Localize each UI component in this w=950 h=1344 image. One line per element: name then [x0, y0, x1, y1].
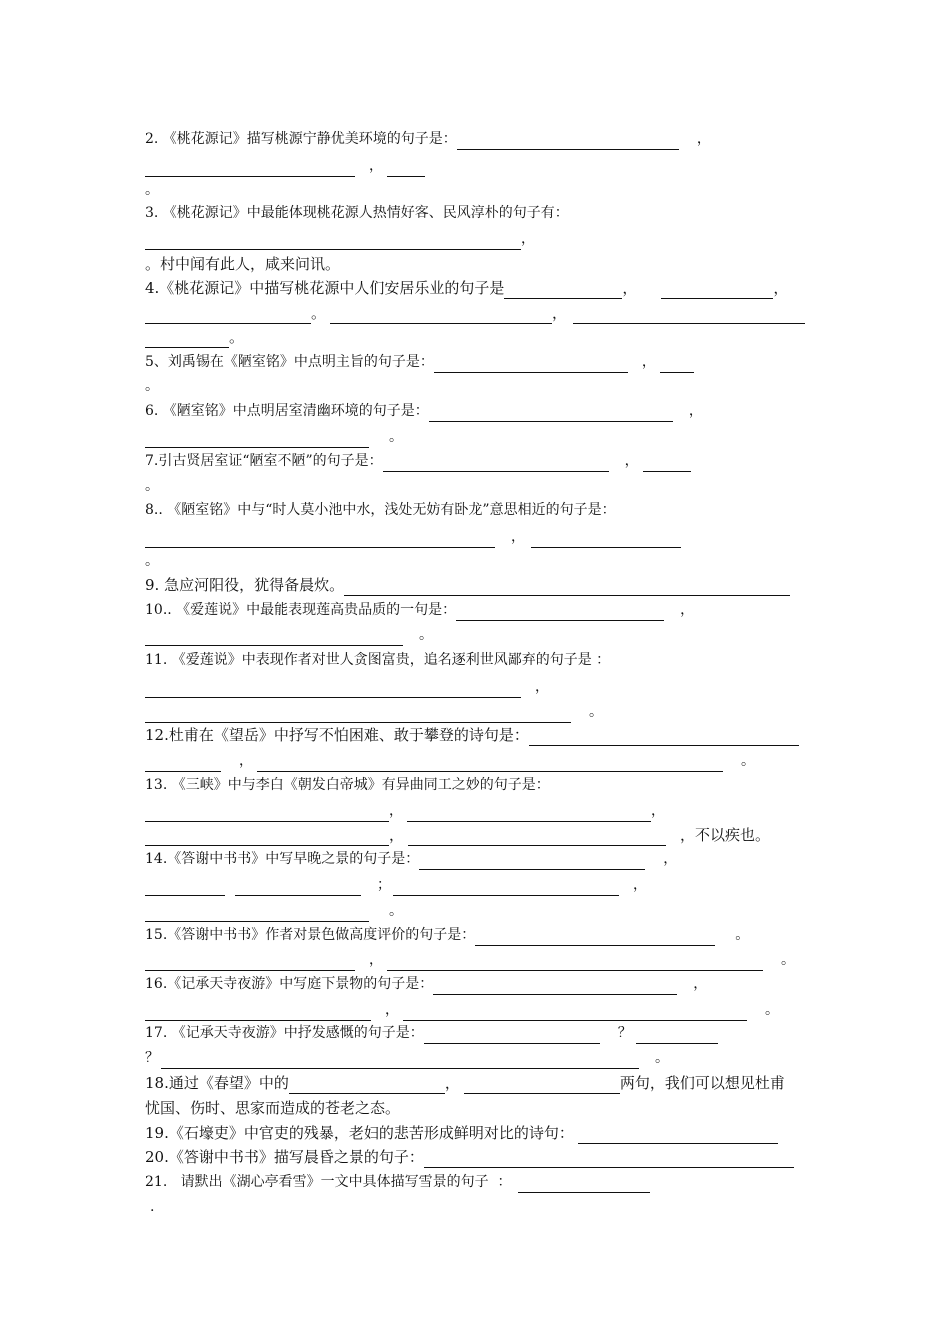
- question-19: [145, 1122, 778, 1144]
- punctuation: ，: [663, 851, 678, 867]
- answer-blank[interactable]: [330, 308, 552, 324]
- answer-blank[interactable]: [424, 1152, 794, 1168]
- punctuation: ，: [622, 279, 638, 297]
- question-12: [145, 724, 799, 746]
- question-21-end: [150, 1196, 154, 1218]
- answer-blank[interactable]: [235, 880, 361, 896]
- punctuation: ，: [444, 1074, 460, 1092]
- punctuation: 。: [229, 328, 245, 346]
- answer-blank[interactable]: [387, 955, 763, 971]
- punctuation: ，: [511, 529, 525, 545]
- question-2-end: [145, 179, 159, 201]
- answer-blank[interactable]: [145, 955, 355, 971]
- answer-blank[interactable]: [145, 532, 495, 548]
- question-5-text: 5、刘禹锡在《陋室铭》中点明主旨的句子是：: [145, 354, 434, 370]
- answer-blank[interactable]: [145, 906, 369, 922]
- question-14-line3: [145, 900, 403, 922]
- question-21-text: 21. 请默出《湖心亭看雪》一文中具体描写雪景的句子 ：: [145, 1174, 512, 1190]
- answer-blank[interactable]: [145, 630, 403, 646]
- punctuation: .: [150, 1199, 155, 1215]
- question-21: [145, 1171, 650, 1193]
- question-9: [145, 574, 790, 596]
- answer-blank[interactable]: [403, 1005, 747, 1021]
- question-18-text: 18.通过《春望》中的: [145, 1074, 289, 1092]
- answer-blank[interactable]: [161, 1053, 639, 1069]
- punctuation: 。: [741, 753, 755, 769]
- answer-blank[interactable]: [145, 682, 521, 698]
- question-8: [145, 499, 616, 521]
- question-3-tail: 。村中闻有此人，咸来问讯。: [145, 255, 341, 273]
- punctuation: ，: [688, 403, 703, 419]
- answer-blank[interactable]: [407, 806, 651, 822]
- question-16-line2: [145, 999, 779, 1021]
- answer-blank[interactable]: [475, 930, 715, 946]
- question-7-text: 7.引古贤居室证“陋室不陋”的句子是：: [145, 453, 383, 469]
- question-6-text: 6. 《陋室铭》中点明居室清幽环境的句子是：: [145, 403, 429, 419]
- punctuation: ，: [680, 602, 695, 618]
- punctuation: 。: [781, 952, 795, 968]
- answer-blank[interactable]: [257, 756, 723, 772]
- answer-blank[interactable]: [424, 1028, 600, 1044]
- question-11-line3: [145, 701, 603, 723]
- answer-blank[interactable]: [643, 456, 691, 472]
- punctuation: 。: [589, 704, 603, 720]
- answer-blank[interactable]: [408, 830, 666, 846]
- answer-blank[interactable]: [518, 1177, 650, 1193]
- question-14-text: 14.《答谢中书书》中写早晚之景的句子是：: [145, 851, 420, 867]
- answer-blank[interactable]: [145, 880, 225, 896]
- answer-blank[interactable]: [660, 357, 694, 373]
- answer-blank[interactable]: [383, 456, 609, 472]
- answer-blank[interactable]: [145, 1005, 371, 1021]
- answer-blank[interactable]: [145, 308, 311, 324]
- question-4: [145, 277, 788, 299]
- answer-blank[interactable]: [529, 730, 799, 746]
- punctuation: ？: [145, 1050, 159, 1066]
- answer-blank[interactable]: [433, 979, 677, 995]
- question-14-line2: [145, 874, 647, 896]
- punctuation: ？: [617, 1025, 632, 1041]
- punctuation: ，: [641, 354, 656, 370]
- answer-blank[interactable]: [429, 406, 673, 422]
- answer-blank[interactable]: [145, 234, 521, 250]
- question-19-text: 19.《石壕吏》中官吏的残暴，老妇的悲苦形成鲜明对比的诗句：: [145, 1124, 574, 1142]
- answer-blank[interactable]: [145, 432, 369, 448]
- punctuation: 。: [765, 1002, 779, 1018]
- question-2: [145, 128, 711, 150]
- question-8-end: [145, 550, 159, 572]
- answer-blank[interactable]: [661, 283, 773, 299]
- question-17: [145, 1022, 718, 1044]
- answer-blank[interactable]: [434, 357, 628, 373]
- punctuation: ，: [552, 304, 568, 322]
- punctuation: 。: [419, 627, 433, 643]
- question-17-text: 17. 《记承天寺夜游》中抒发感慨的句子是：: [145, 1025, 424, 1041]
- answer-blank[interactable]: [145, 806, 389, 822]
- question-5: [145, 351, 694, 373]
- answer-blank[interactable]: [344, 580, 790, 596]
- punctuation: 。: [145, 378, 159, 394]
- punctuation: 。: [389, 903, 403, 919]
- question-2-line2: [145, 155, 425, 177]
- answer-blank[interactable]: [145, 707, 571, 723]
- answer-blank[interactable]: [578, 1128, 778, 1144]
- question-18-line2: [145, 1097, 400, 1119]
- question-14: [145, 848, 677, 870]
- punctuation: ，: [633, 877, 647, 893]
- punctuation: ，: [369, 952, 383, 968]
- punctuation: ，: [693, 976, 708, 992]
- question-15-line2: [145, 949, 795, 971]
- question-3-line2: [145, 228, 535, 250]
- answer-blank[interactable]: [145, 161, 355, 177]
- punctuation: 。: [145, 182, 159, 198]
- question-11-line2: [145, 676, 549, 698]
- question-8-line2: [145, 526, 681, 548]
- punctuation: ，: [239, 753, 253, 769]
- question-3: [145, 202, 569, 224]
- question-18-line2-text: 忧国、伤时、思家而造成的苍老之态。: [145, 1099, 401, 1117]
- question-7-end: [145, 475, 159, 497]
- question-10-line2: [145, 624, 433, 646]
- question-4-line2: [145, 302, 805, 324]
- answer-blank[interactable]: [464, 1078, 620, 1094]
- punctuation: ；: [377, 877, 391, 893]
- question-6: [145, 400, 703, 422]
- punctuation: ，: [651, 803, 665, 819]
- question-13-text: 13. 《三峡》中与李白《朝发白帝城》有异曲同工之妙的句子是：: [145, 777, 550, 793]
- question-13: [145, 774, 550, 796]
- punctuation: 。: [655, 1050, 669, 1066]
- punctuation: 。: [145, 553, 159, 569]
- question-4-text: 4.《桃花源记》中描写桃花源中人们安居乐业的句子是: [145, 279, 505, 297]
- question-11: [145, 649, 610, 671]
- question-4-line3: [145, 326, 244, 348]
- question-12-text: 12.杜甫在《望岳》中抒写不怕困难、敢于攀登的诗句是：: [145, 726, 529, 744]
- punctuation: 。: [145, 478, 159, 494]
- question-15: [145, 924, 749, 946]
- question-13-line2: [145, 800, 665, 822]
- question-18: [145, 1072, 785, 1094]
- answer-blank[interactable]: [145, 830, 389, 846]
- punctuation: 。: [389, 429, 403, 445]
- answer-blank[interactable]: [145, 332, 229, 348]
- answer-blank[interactable]: [456, 605, 664, 621]
- question-20-text: 20.《答谢中书书》描写晨昏之景的句子：: [145, 1148, 424, 1166]
- question-12-line2: [145, 750, 755, 772]
- question-17-line2: [145, 1047, 669, 1069]
- punctuation: ，: [696, 131, 711, 147]
- answer-blank[interactable]: [145, 756, 221, 772]
- punctuation: ，: [773, 279, 789, 297]
- answer-blank[interactable]: [531, 532, 681, 548]
- answer-blank[interactable]: [387, 161, 425, 177]
- punctuation: 。: [735, 927, 750, 943]
- question-16-text: 16.《记承天寺夜游》中写庭下景物的句子是：: [145, 976, 434, 992]
- punctuation: ，: [389, 803, 403, 819]
- question-6-line2: [145, 426, 403, 448]
- punctuation: ，: [624, 453, 639, 469]
- question-10: [145, 599, 694, 621]
- question-3-line3: [145, 253, 340, 275]
- question-5-end: [145, 375, 159, 397]
- punctuation: ，: [535, 679, 549, 695]
- punctuation: ，: [369, 158, 383, 174]
- punctuation: ，: [521, 231, 535, 247]
- question-16: [145, 973, 707, 995]
- question-13-line3: [145, 824, 770, 846]
- answer-blank[interactable]: [393, 880, 619, 896]
- question-13-tail: ，不以疾也。: [680, 826, 771, 844]
- answer-blank[interactable]: [636, 1028, 718, 1044]
- answer-blank[interactable]: [289, 1078, 445, 1094]
- question-9-text: 9. 急应河阳役，犹得备晨炊。: [145, 576, 345, 594]
- question-15-text: 15.《答谢中书书》作者对景色做高度评价的句子是：: [145, 927, 476, 943]
- punctuation: ，: [389, 826, 405, 844]
- question-10-text: 10.. 《爱莲说》中最能表现莲高贵品质的一句是：: [145, 602, 457, 618]
- answer-blank[interactable]: [457, 134, 679, 150]
- question-20: [145, 1146, 794, 1168]
- question-8-text: 8.. 《陋室铭》中与“时人莫小池中水，浅处无妨有卧龙”意思相近的句子是：: [145, 502, 616, 518]
- question-11-text: 11. 《爱莲说》中表现作者对世人贪图富贵，追名逐利世风鄙弃的句子是 ：: [145, 652, 611, 668]
- answer-blank[interactable]: [419, 854, 645, 870]
- question-7: [145, 450, 691, 472]
- answer-blank[interactable]: [504, 283, 622, 299]
- answer-blank[interactable]: [573, 308, 805, 324]
- question-3-text: 3. 《桃花源记》中最能体现桃花源人热情好客、民风淳朴的句子有：: [145, 205, 569, 221]
- punctuation: ，: [385, 1002, 399, 1018]
- question-18-tail: 两句，我们可以想见杜甫: [619, 1074, 785, 1092]
- punctuation: 。: [311, 304, 327, 322]
- question-2-text: 2. 《桃花源记》描写桃源宁静优美环境的句子是：: [145, 131, 457, 147]
